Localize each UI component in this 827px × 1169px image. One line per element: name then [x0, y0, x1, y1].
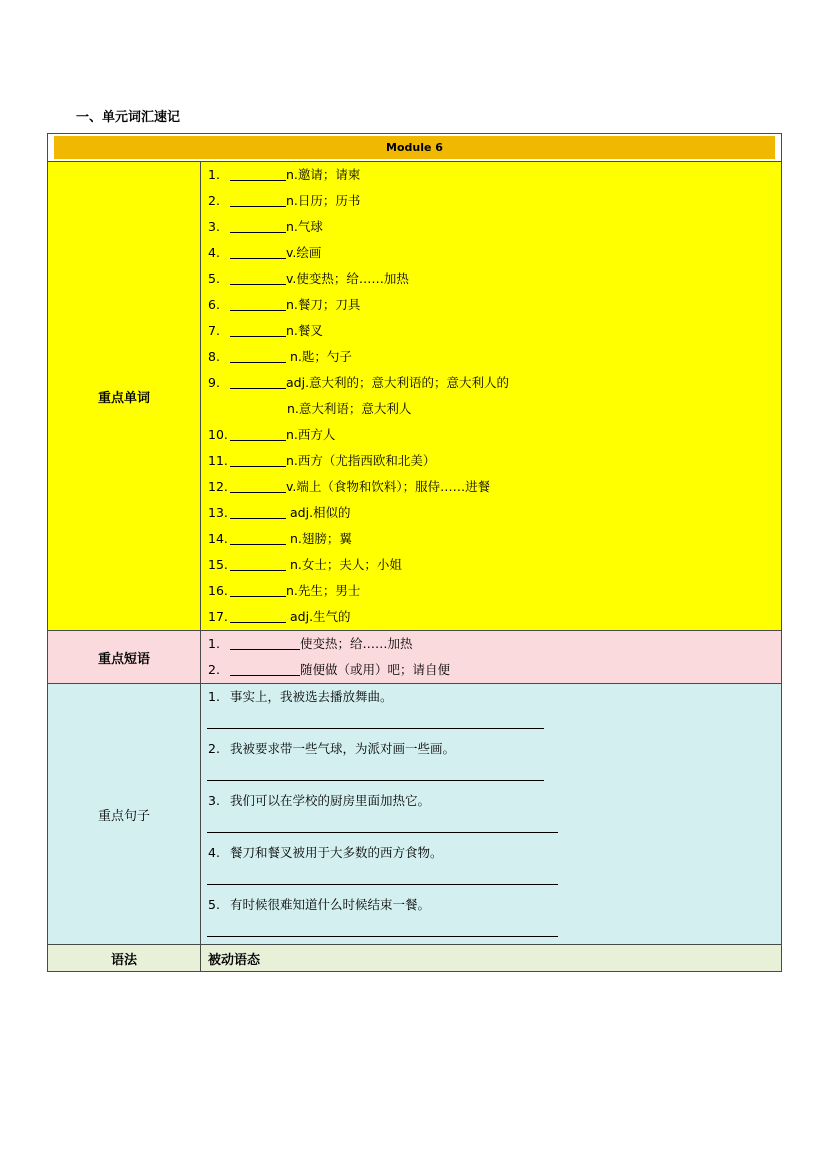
answer-line[interactable]: [207, 728, 544, 729]
sentence-text: 我们可以在学校的厨房里面加热它。: [230, 793, 431, 808]
answer-blank[interactable]: [230, 322, 286, 337]
word-meaning: n.先生；男士: [286, 583, 361, 598]
item-number: 4.: [208, 845, 220, 860]
item-number: 4.: [208, 245, 220, 260]
list-item: [208, 500, 781, 526]
phrases-cell: [201, 631, 782, 684]
sentence-text: 事实上，我被选去播放舞曲。: [230, 689, 393, 704]
item-number: 16.: [208, 583, 228, 598]
list-item: [201, 892, 781, 944]
answer-blank[interactable]: [230, 635, 300, 650]
sentence-prompt: [208, 895, 430, 913]
grammar-label: 语法: [48, 945, 201, 972]
item-number: 1.: [208, 167, 220, 182]
word-meaning: n.翅膀；翼: [290, 531, 352, 546]
list-item: [208, 214, 781, 240]
list-item: [208, 318, 781, 344]
answer-blank[interactable]: [230, 296, 286, 311]
item-number: 2.: [208, 662, 220, 677]
answer-blank[interactable]: [230, 270, 286, 285]
answer-blank[interactable]: [230, 166, 286, 181]
grammar-value: 被动语态: [201, 945, 782, 972]
list-item: [201, 736, 781, 788]
list-item: [201, 788, 781, 840]
sentence-prompt: [208, 739, 455, 757]
sentence-prompt: [208, 791, 430, 809]
phrase-meaning: 随便做（或用）吧；请自便: [300, 662, 451, 677]
list-item: [208, 188, 781, 214]
word-meaning: adj.生气的: [290, 609, 351, 624]
word-meaning: n.匙；勺子: [290, 349, 352, 364]
word-meaning: v.绘画: [286, 245, 322, 260]
list-item: [208, 604, 781, 630]
answer-blank[interactable]: [230, 218, 286, 233]
item-number: 2.: [208, 193, 220, 208]
sentences-label: 重点句子: [48, 684, 201, 945]
phrase-list: [201, 631, 781, 683]
item-number: 6.: [208, 297, 220, 312]
answer-line[interactable]: [207, 780, 544, 781]
answer-blank[interactable]: [230, 192, 286, 207]
answer-blank[interactable]: [230, 556, 286, 571]
word-list: [201, 162, 781, 630]
list-item: [208, 240, 781, 266]
answer-blank[interactable]: [230, 504, 286, 519]
answer-blank[interactable]: [230, 478, 286, 493]
module-title: Module 6: [54, 136, 775, 159]
item-number: 9.: [208, 375, 220, 390]
item-number: 10.: [208, 427, 228, 442]
list-item: [201, 684, 781, 736]
word-meaning: n.日历；历书: [286, 193, 361, 208]
answer-line[interactable]: [207, 936, 558, 937]
answer-blank[interactable]: [230, 608, 286, 623]
word-meaning: n.餐刀；刀具: [286, 297, 361, 312]
list-item: [208, 370, 781, 396]
sentence-text: 有时候很难知道什么时候结束一餐。: [230, 897, 431, 912]
item-number: 3.: [208, 219, 220, 234]
word-meaning: adj.意大利的；意大利语的；意大利人的: [286, 375, 510, 390]
item-number: 7.: [208, 323, 220, 338]
item-number: 11.: [208, 453, 228, 468]
answer-blank[interactable]: [230, 530, 286, 545]
words-cell: [201, 162, 782, 631]
item-number: 14.: [208, 531, 228, 546]
word-meaning: n.餐叉: [286, 323, 323, 338]
phrase-meaning: 使变热；给……加热: [300, 636, 413, 651]
list-item: [208, 448, 781, 474]
item-number: 15.: [208, 557, 228, 572]
word-meaning: adj.相似的: [290, 505, 351, 520]
word-meaning: v.使变热；给……加热: [286, 271, 409, 286]
item-number: 5.: [208, 897, 220, 912]
list-item: [208, 292, 781, 318]
answer-blank[interactable]: [230, 244, 286, 259]
word-meaning: n.女士；夫人；小姐: [290, 557, 402, 572]
answer-blank[interactable]: [230, 348, 286, 363]
module-header-cell: [48, 134, 782, 162]
item-number: 1.: [208, 636, 220, 651]
word-meaning: n.意大利语；意大利人: [287, 401, 412, 416]
list-item: [208, 631, 781, 657]
list-item: [208, 474, 781, 500]
item-number: 3.: [208, 793, 220, 808]
item-number: 8.: [208, 349, 220, 364]
answer-blank[interactable]: [230, 374, 286, 389]
answer-line[interactable]: [207, 884, 558, 885]
item-number: 12.: [208, 479, 228, 494]
item-number: 13.: [208, 505, 228, 520]
item-number: 5.: [208, 271, 220, 286]
section-title: 一、单元词汇速记: [76, 110, 181, 125]
item-number: 17.: [208, 609, 228, 624]
word-meaning: n.气球: [286, 219, 323, 234]
sentence-text: 我被要求带一些气球，为派对画一些画。: [230, 741, 456, 756]
sentence-prompt: [208, 843, 443, 861]
answer-blank[interactable]: [230, 426, 286, 441]
word-meaning: n.西方人: [286, 427, 336, 442]
sentence-list: [201, 684, 781, 944]
word-meaning: n.邀请；请柬: [286, 167, 361, 182]
answer-blank[interactable]: [230, 661, 300, 676]
list-item: [208, 266, 781, 292]
phrases-label: 重点短语: [48, 631, 201, 684]
sentence-prompt: [208, 687, 393, 705]
list-item: [208, 552, 781, 578]
list-item: [208, 526, 781, 552]
answer-blank[interactable]: [230, 452, 286, 467]
vocabulary-table: [47, 133, 782, 972]
item-number: 1.: [208, 689, 220, 704]
words-label: 重点单词: [48, 162, 201, 631]
answer-line[interactable]: [207, 832, 558, 833]
list-item: [208, 578, 781, 604]
list-item: [208, 162, 781, 188]
word-meaning: n.西方（尤指西欧和北美）: [286, 453, 436, 468]
sentence-text: 餐刀和餐叉被用于大多数的西方食物。: [230, 845, 443, 860]
item-number: 2.: [208, 741, 220, 756]
list-item-continuation: [208, 396, 781, 422]
answer-blank[interactable]: [230, 582, 286, 597]
list-item: [201, 840, 781, 892]
list-item: [208, 422, 781, 448]
sentences-cell: [201, 684, 782, 945]
list-item: [208, 657, 781, 683]
list-item: [208, 344, 781, 370]
word-meaning: v.端上（食物和饮料）；服侍……进餐: [286, 479, 491, 494]
